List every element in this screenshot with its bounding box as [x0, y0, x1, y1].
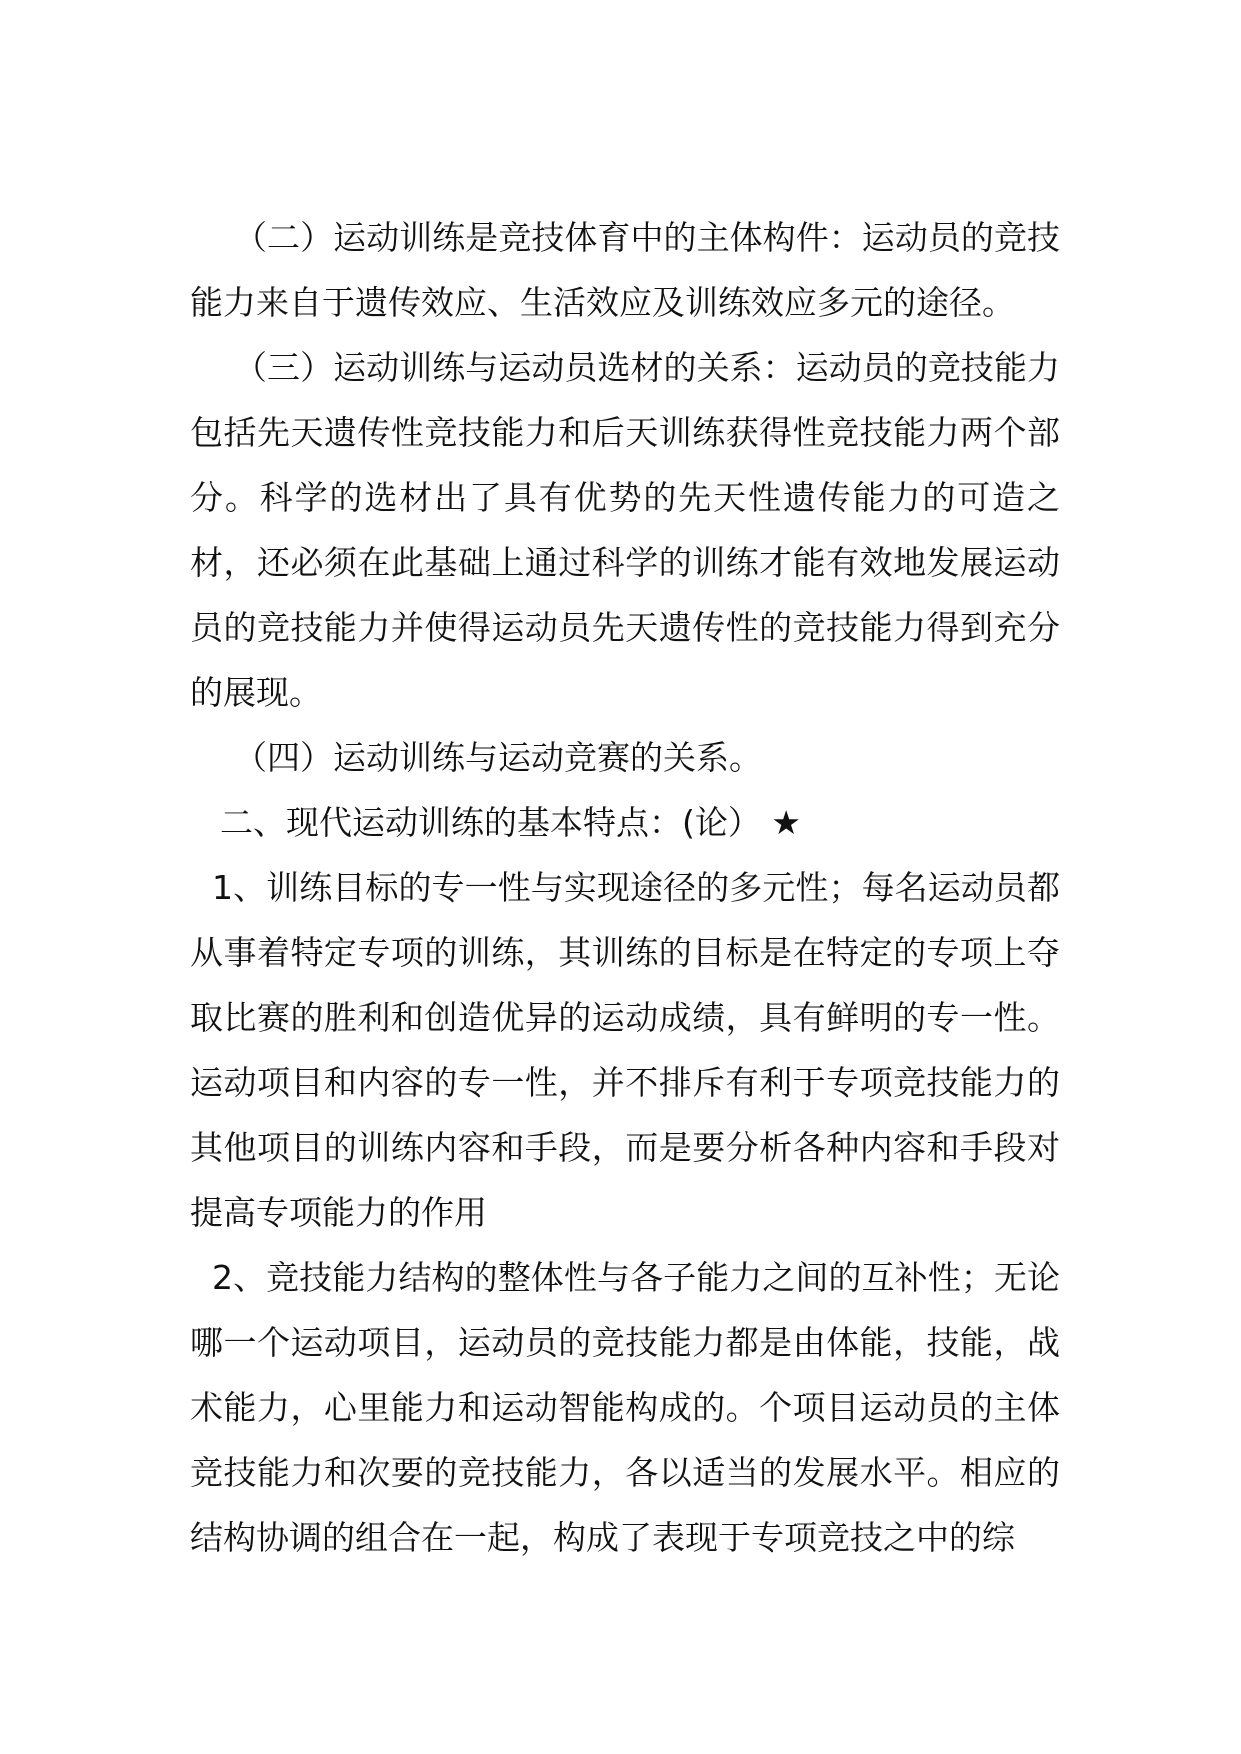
paragraph-section-2: （二）运动训练是竞技体育中的主体构件：运动员的竞技能力来自于遗传效应、生活效应及训练效应多元的途径。 [190, 218, 1060, 322]
document-body [190, 205, 1060, 1570]
list-item-1: 1、训练目标的专一性与实现途径的多元性；每名运动员都从事着特定专项的训练，其训练的目标是在特定的专项上夺取比赛的胜利和创造优异的运动成绩，具有鲜明的专一性。运动项目和内容的专一性，并不排斥有利于专项竞技能力的其他项目的训练内容和手段，而是要分析各种内容和手段对提高专项能力的作用 [190, 868, 1060, 1232]
section-heading: 二、现代运动训练的基本特点：(论） ★ [220, 803, 801, 842]
list-item-2: 2、竞技能力结构的整体性与各子能力之间的互补性；无论哪一个运动项目，运动员的竞技能力都是由体能，技能，战术能力，心里能力和运动智能构成的。个项目运动员的主体竞技能力和次要的竞技能力，各以适当的发展水平。相应的结构协调的组合在一起，构成了表现于专项竞技之中的综 [190, 1258, 1060, 1557]
paragraph-section-3: （三）运动训练与运动员选材的关系：运动员的竞技能力包括先天遗传性竞技能力和后天训练获得性竞技能力两个部分。科学的选材出了具有优势的先天性遗传能力的可造之材，还必须在此基础上通过科学的训练才能有效地发展运动员的竞技能力并使得运动员先天遗传性的竞技能力得到充分的展现。 [190, 348, 1060, 712]
paragraph-section-4: （四）运动训练与运动竞赛的关系。 [234, 738, 762, 777]
